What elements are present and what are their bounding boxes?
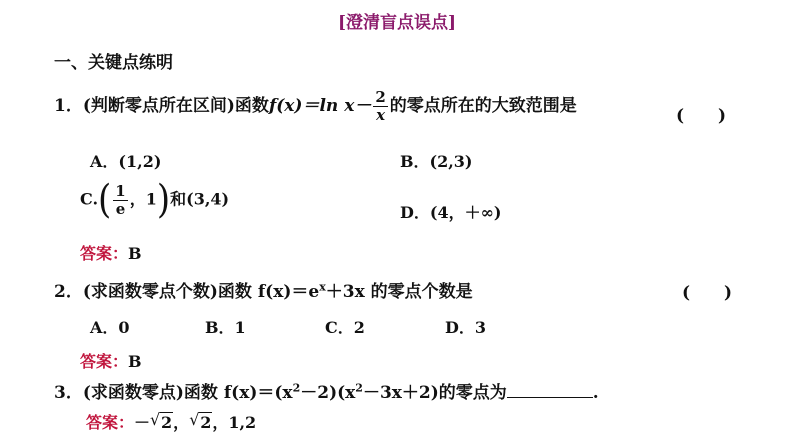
option-a: A．(1,2) bbox=[90, 152, 162, 171]
sqrt-icon: √ bbox=[150, 410, 161, 429]
question-text: (求函数零点个数)函数 f(x)＝e bbox=[82, 282, 320, 302]
question-text-2: ＋3x 的零点个数是 bbox=[325, 282, 473, 302]
option-b: B．1 bbox=[205, 318, 246, 337]
answer-paren: ( ) bbox=[682, 283, 733, 303]
answer-2 bbox=[80, 349, 142, 372]
question-1 bbox=[54, 90, 577, 123]
section-title: [澄清盲点误点] bbox=[337, 13, 457, 33]
fraction-numerator: 2 bbox=[375, 88, 386, 106]
option-c: C．2 bbox=[325, 318, 365, 337]
function-expression: f(x)＝ln x－ bbox=[268, 96, 372, 116]
answer-value: B bbox=[128, 352, 142, 371]
answer-3 bbox=[86, 410, 256, 433]
answer-label: 答案： bbox=[86, 413, 135, 432]
answer-paren: ( ) bbox=[676, 106, 727, 126]
answer-tail: ，1,2 bbox=[212, 413, 257, 432]
question-number: 2． bbox=[54, 282, 83, 302]
sqrt-radicand: 2 bbox=[161, 413, 173, 432]
exponent: x bbox=[319, 280, 326, 294]
option-c-numerator: 1 bbox=[115, 181, 126, 200]
option-d: D．(4，＋∞) bbox=[400, 203, 502, 222]
sqrt-expression bbox=[150, 410, 173, 432]
exponent: 2 bbox=[355, 381, 363, 395]
option-d: D．3 bbox=[445, 318, 487, 337]
fraction-denominator: x bbox=[376, 106, 386, 124]
answer-blank bbox=[507, 383, 593, 398]
answer-neg: － bbox=[134, 413, 151, 432]
fraction bbox=[373, 90, 387, 123]
question-prefix: (判断零点所在区间)函数 bbox=[82, 96, 269, 116]
section-heading: 一、关键点练明 bbox=[54, 53, 173, 73]
sqrt-expression bbox=[189, 410, 212, 432]
question-end: . bbox=[592, 383, 599, 403]
option-c-mid: ，1 bbox=[129, 189, 157, 209]
question-suffix: 的零点所在的大致范围是 bbox=[389, 96, 577, 116]
answer-separator: ， bbox=[173, 413, 190, 432]
question-text-2: －2)(x bbox=[300, 383, 356, 403]
answer-1 bbox=[80, 241, 142, 264]
sqrt-radicand: 2 bbox=[200, 413, 212, 432]
question-3 bbox=[54, 378, 599, 403]
right-paren: ) bbox=[156, 177, 171, 223]
answer-value: B bbox=[128, 244, 142, 263]
answer-label: 答案： bbox=[80, 244, 129, 263]
question-text-3: －3x＋2)的零点为 bbox=[362, 383, 507, 403]
option-c-label: C. bbox=[80, 189, 99, 209]
option-a: A．0 bbox=[90, 318, 130, 337]
question-text: (求函数零点)函数 f(x)＝(x bbox=[82, 383, 293, 403]
question-2 bbox=[54, 277, 473, 302]
left-paren: ( bbox=[98, 177, 112, 223]
option-c-fraction bbox=[113, 181, 127, 218]
exponent: 2 bbox=[292, 381, 301, 395]
answer-label: 答案： bbox=[80, 352, 129, 371]
option-c-tail: 和(3,4) bbox=[170, 189, 230, 209]
option-c bbox=[80, 177, 230, 223]
option-c-denominator: e bbox=[115, 199, 126, 218]
option-b: B．(2,3) bbox=[400, 152, 473, 171]
sqrt-icon: √ bbox=[189, 410, 200, 429]
question-number: 3． bbox=[54, 383, 83, 403]
question-number: 1． bbox=[54, 96, 83, 116]
